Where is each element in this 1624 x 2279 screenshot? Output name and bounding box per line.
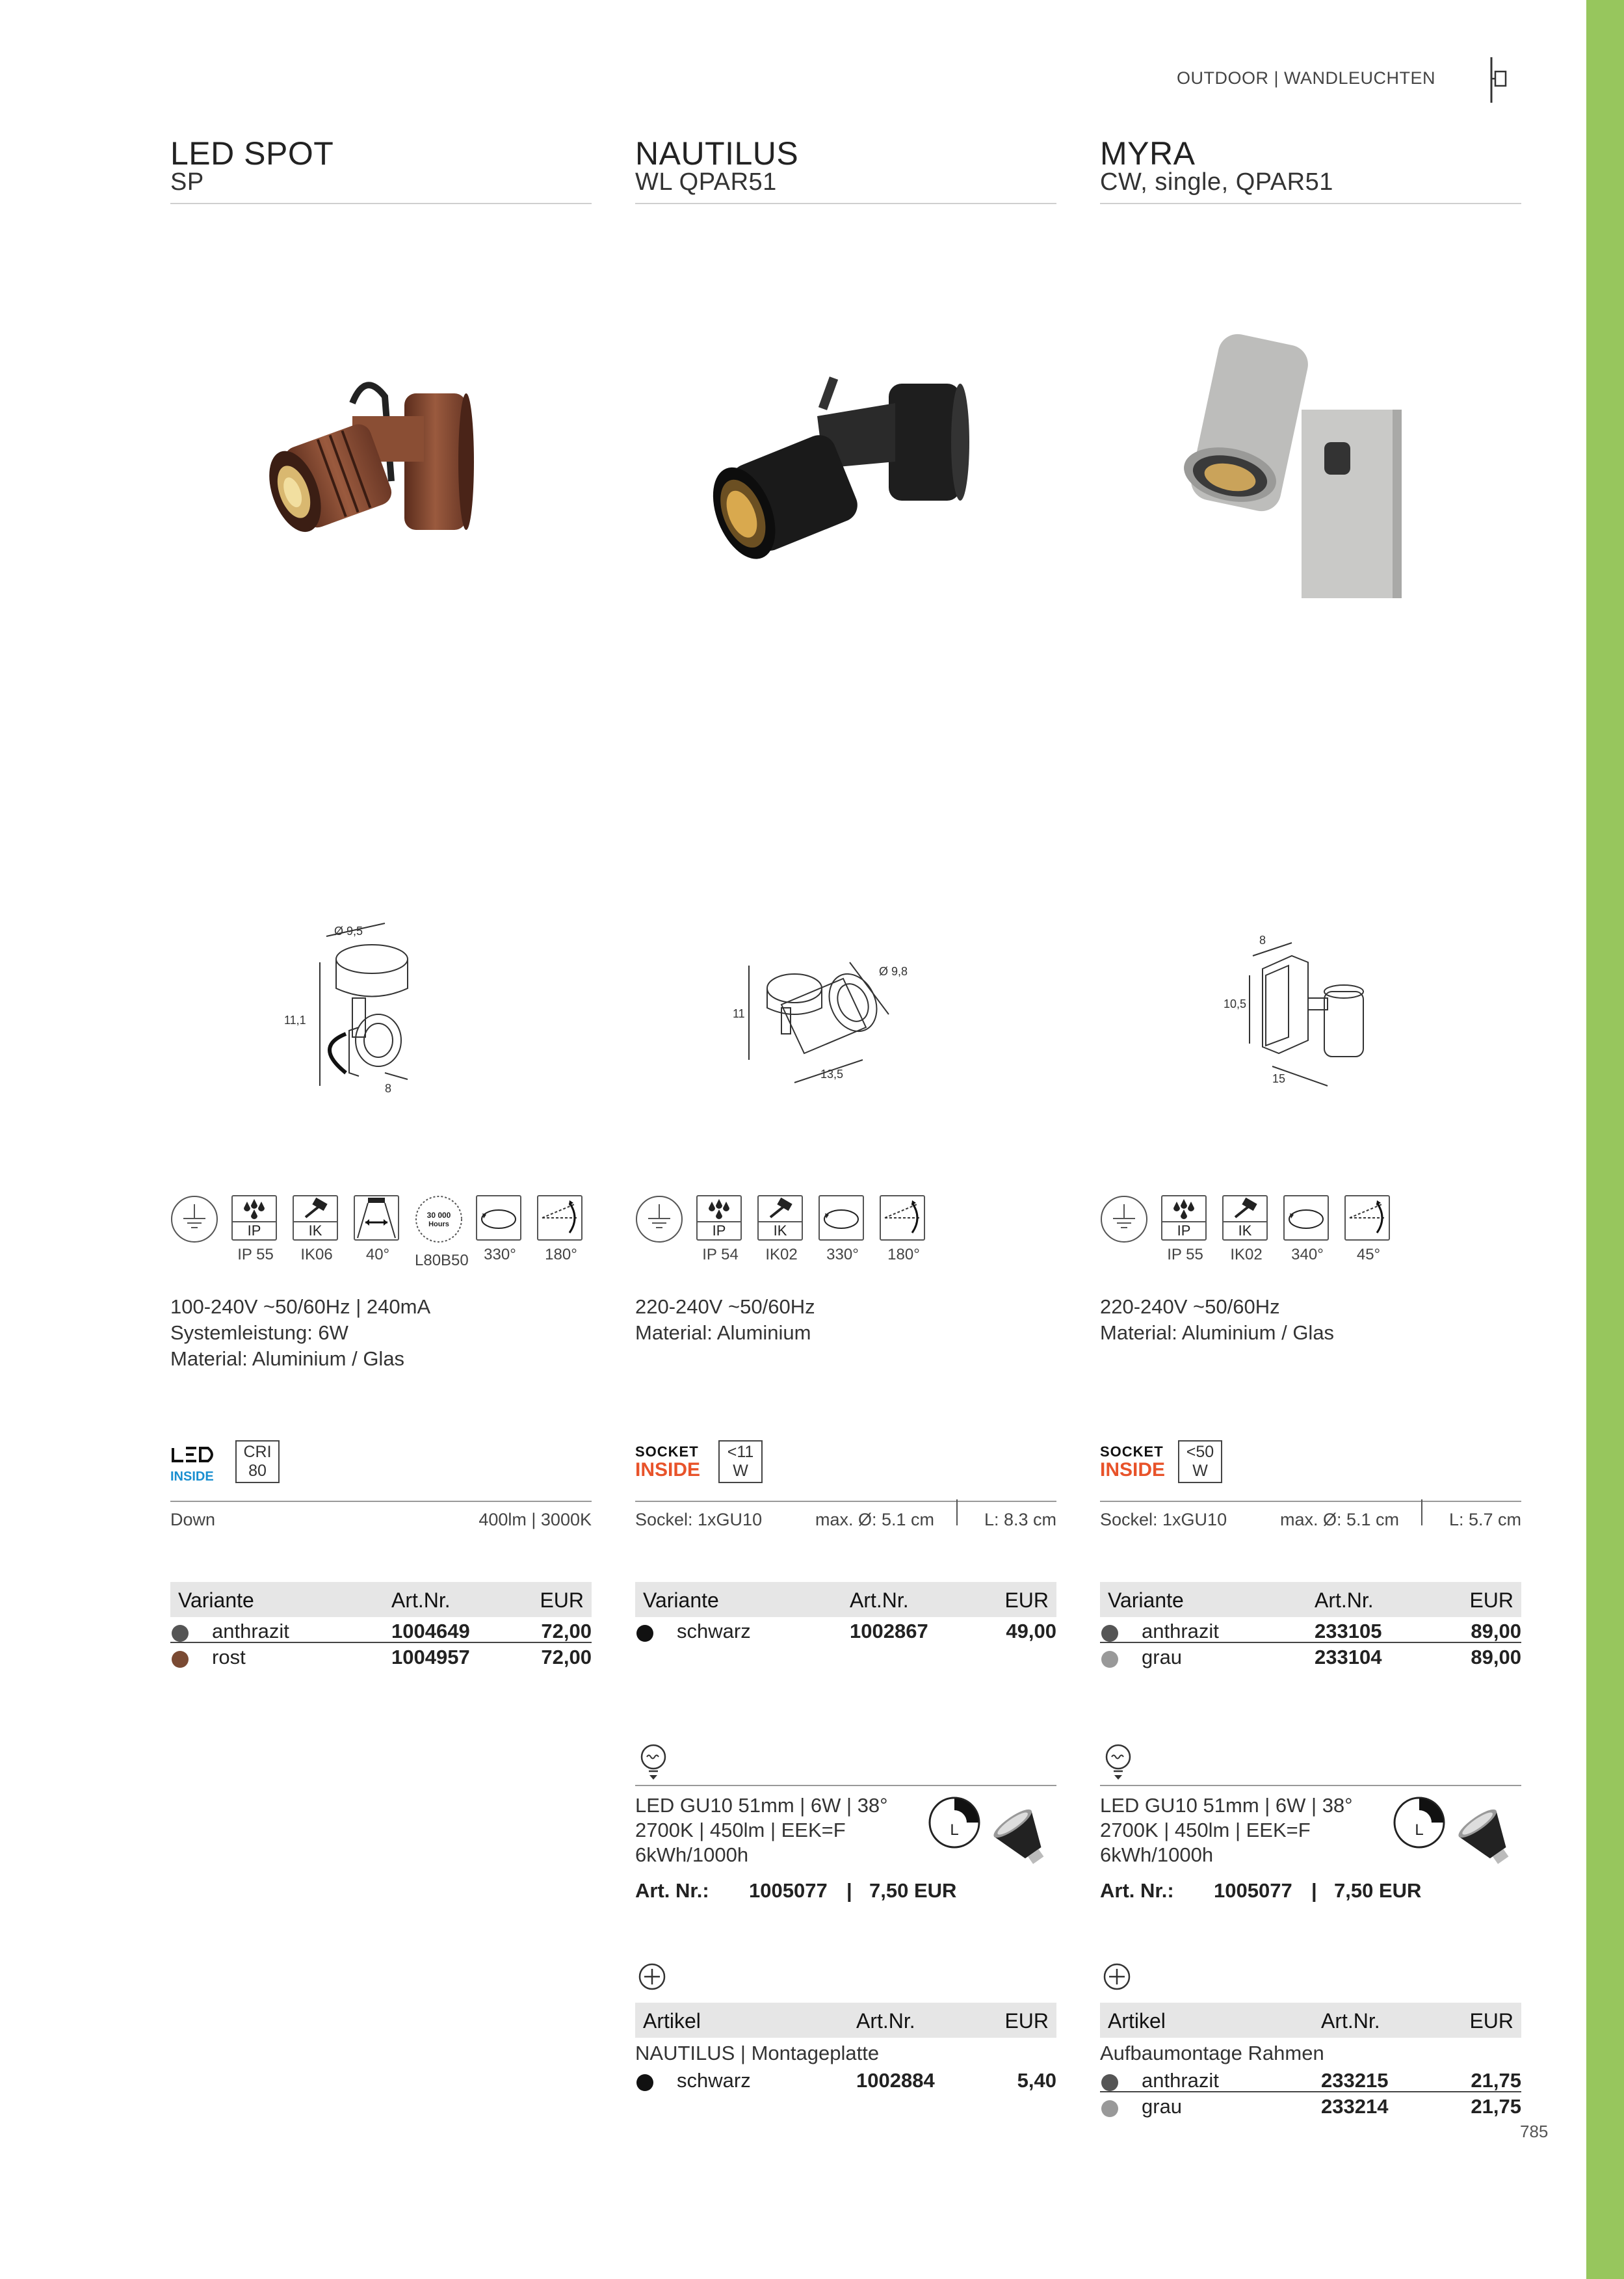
ik-icon: IK IK02 xyxy=(1222,1195,1270,1264)
product-subtitle: WL QPAR51 xyxy=(635,168,777,196)
title-divider xyxy=(635,203,1056,204)
accessory-rows xyxy=(635,2066,1056,2092)
accessory-name: Aufbaumontage Rahmen xyxy=(1100,2042,1324,2064)
tilt-icon: 180° xyxy=(880,1195,928,1264)
svg-text:INSIDE: INSIDE xyxy=(170,1469,214,1484)
product-title: LED SPOT xyxy=(170,135,334,172)
spec-list xyxy=(635,1294,815,1346)
cri-box: CRI 80 xyxy=(235,1440,280,1483)
rotation-icon: 340° xyxy=(1283,1195,1331,1264)
color-swatch xyxy=(1101,1625,1118,1642)
table-row: anthrazit 1004649 72,00 xyxy=(170,1617,592,1643)
variant-table xyxy=(170,1582,592,1669)
info-separator xyxy=(956,1499,958,1525)
table-row: anthrazit 233105 89,00 xyxy=(1100,1617,1521,1643)
table-header: Variante Art.Nr. EUR xyxy=(635,1582,1056,1617)
title-divider xyxy=(1100,203,1521,204)
svg-text:8: 8 xyxy=(385,1082,392,1095)
spec-list xyxy=(1100,1294,1334,1346)
dimension-drawing xyxy=(1224,930,1389,1099)
ip-icon: IP IP 54 xyxy=(696,1195,744,1264)
feature-icons xyxy=(170,1195,593,1273)
ip-icon: IP IP 55 xyxy=(231,1195,280,1264)
lamp-article: Art. Nr.: 1005077 | 7,50 EUR xyxy=(635,1879,957,1902)
color-swatch xyxy=(636,1625,653,1642)
beam-angle-icon: 40° xyxy=(354,1195,402,1264)
info-row: Sockel: 1xGU10 max. Ø: 5.1 cm L: 8.3 cm xyxy=(635,1510,1056,1536)
svg-text:15: 15 xyxy=(1272,1072,1286,1085)
lifetime-icon: 30 000 Hours L80B50 xyxy=(415,1195,463,1270)
product-subtitle: CW, single, QPAR51 xyxy=(1100,168,1333,196)
lamp-article: Art. Nr.: 1005077 | 7,50 EUR xyxy=(1100,1879,1422,1902)
badge-area xyxy=(170,1440,593,1486)
svg-text:L: L xyxy=(1415,1821,1424,1839)
product-led-spot xyxy=(170,0,593,2279)
ik-icon: IK IK02 xyxy=(757,1195,805,1264)
table-header: Artikel Art.Nr. EUR xyxy=(1100,2003,1521,2038)
table-row: grau 233104 89,00 xyxy=(1100,1643,1521,1669)
ground-icon xyxy=(635,1195,683,1246)
product-title: NAUTILUS xyxy=(635,135,799,172)
tilt-icon: 180° xyxy=(537,1195,585,1264)
lamp-photo xyxy=(1451,1801,1523,1873)
accessory-table xyxy=(635,2003,1056,2038)
energy-label-icon xyxy=(1393,1796,1446,1849)
section-header: OUTDOOR | WANDLEUCHTEN xyxy=(1176,68,1435,88)
lamp-divider xyxy=(635,1785,1056,1786)
info-row: Down 400lm | 3000K xyxy=(170,1510,592,1529)
product-photo xyxy=(700,364,973,559)
table-row: schwarz 1002884 5,40 xyxy=(635,2066,1056,2092)
product-subtitle: SP xyxy=(170,168,204,196)
spec-line: Material: Aluminium / Glas xyxy=(170,1347,405,1370)
badge-area xyxy=(1100,1440,1523,1486)
accessory-plus-icon xyxy=(638,1962,666,1991)
spec-line: 100-240V ~50/60Hz | 240mA xyxy=(170,1295,431,1318)
product-nautilus xyxy=(635,0,1058,2279)
svg-text:30 000: 30 000 xyxy=(426,1211,451,1220)
svg-text:11: 11 xyxy=(733,1007,745,1020)
product-title: MYRA xyxy=(1100,135,1196,172)
table-header: Variante Art.Nr. EUR xyxy=(1100,1582,1521,1617)
color-swatch xyxy=(1101,2100,1118,2117)
badge-area xyxy=(635,1440,1058,1486)
variant-table xyxy=(635,1582,1056,1643)
info-separator xyxy=(1421,1499,1422,1525)
spec-line: 220-240V ~50/60Hz xyxy=(635,1295,815,1318)
table-row: grau 233214 21,75 xyxy=(1100,2092,1521,2118)
lamp-photo xyxy=(986,1801,1058,1873)
info-divider xyxy=(170,1501,592,1502)
wattage-box: <11 W xyxy=(718,1440,763,1483)
spec-line: Material: Aluminium / Glas xyxy=(1100,1321,1335,1344)
color-swatch xyxy=(172,1625,189,1642)
feature-icons xyxy=(635,1195,1058,1273)
ground-icon xyxy=(170,1195,218,1246)
wattage-box: <50 W xyxy=(1178,1440,1222,1483)
tilt-icon: 45° xyxy=(1344,1195,1393,1264)
table-row: rost 1004957 72,00 xyxy=(170,1643,592,1669)
side-accent-bar xyxy=(1586,0,1624,2279)
dimension-drawing xyxy=(284,917,443,1105)
bulb-icon xyxy=(1104,1744,1133,1782)
bulb-icon xyxy=(639,1744,668,1782)
dimension-drawing xyxy=(733,943,954,1092)
rotation-icon: 330° xyxy=(476,1195,524,1264)
ground-icon xyxy=(1100,1195,1148,1246)
energy-label-icon xyxy=(928,1796,981,1849)
socket-inside-badge: SOCKET INSIDE xyxy=(635,1443,701,1481)
svg-text:11,1: 11,1 xyxy=(284,1014,306,1027)
spec-list xyxy=(170,1294,430,1372)
ik-icon: IK IK06 xyxy=(293,1195,341,1264)
color-swatch xyxy=(636,2074,653,2091)
spec-line: Material: Aluminium xyxy=(635,1321,811,1344)
rotation-icon: 330° xyxy=(819,1195,867,1264)
feature-icons xyxy=(1100,1195,1523,1273)
svg-text:10,5: 10,5 xyxy=(1224,997,1247,1010)
svg-text:13,5: 13,5 xyxy=(820,1068,844,1081)
product-photo xyxy=(1178,325,1412,605)
svg-text:Hours: Hours xyxy=(428,1220,449,1228)
info-divider xyxy=(635,1501,1056,1502)
color-swatch xyxy=(1101,2074,1118,2091)
page-number: 785 xyxy=(1520,2122,1549,2141)
table-row: anthrazit 233215 21,75 xyxy=(1100,2066,1521,2092)
lamp-divider xyxy=(1100,1785,1521,1786)
color-swatch xyxy=(172,1651,189,1668)
svg-text:Ø 9,8: Ø 9,8 xyxy=(879,965,908,978)
spec-line: 220-240V ~50/60Hz xyxy=(1100,1295,1280,1318)
title-divider xyxy=(170,203,592,204)
accessory-plus-icon xyxy=(1103,1962,1131,1991)
variant-table xyxy=(1100,1582,1521,1669)
product-myra xyxy=(1100,0,1523,2279)
led-inside-badge xyxy=(170,1444,220,1486)
lamp-description: LED GU10 51mm | 6W | 38° 2700K | 450lm | EEK=F 6kWh/1000h xyxy=(1100,1794,1353,1866)
lamp-description: LED GU10 51mm | 6W | 38° 2700K | 450lm | EEK=F 6kWh/1000h xyxy=(635,1794,888,1866)
svg-text:Ø 9,5: Ø 9,5 xyxy=(334,925,363,938)
accessory-table xyxy=(1100,2003,1521,2038)
color-swatch xyxy=(1101,1651,1118,1668)
svg-text:8: 8 xyxy=(1259,934,1266,947)
info-row: Sockel: 1xGU10 max. Ø: 5.1 cm L: 5.7 cm xyxy=(1100,1510,1521,1536)
accessory-name: NAUTILUS | Montageplatte xyxy=(635,2042,880,2064)
info-divider xyxy=(1100,1501,1521,1502)
socket-inside-badge: SOCKET INSIDE xyxy=(1100,1443,1166,1481)
accessory-rows xyxy=(1100,2066,1521,2118)
svg-text:L: L xyxy=(950,1821,959,1839)
table-row: schwarz 1002867 49,00 xyxy=(635,1617,1056,1643)
table-header: Artikel Art.Nr. EUR xyxy=(635,2003,1056,2038)
ip-icon: IP IP 55 xyxy=(1161,1195,1209,1264)
table-header: Variante Art.Nr. EUR xyxy=(170,1582,592,1617)
product-photo xyxy=(255,364,489,559)
spec-line: Systemleistung: 6W xyxy=(170,1321,348,1344)
